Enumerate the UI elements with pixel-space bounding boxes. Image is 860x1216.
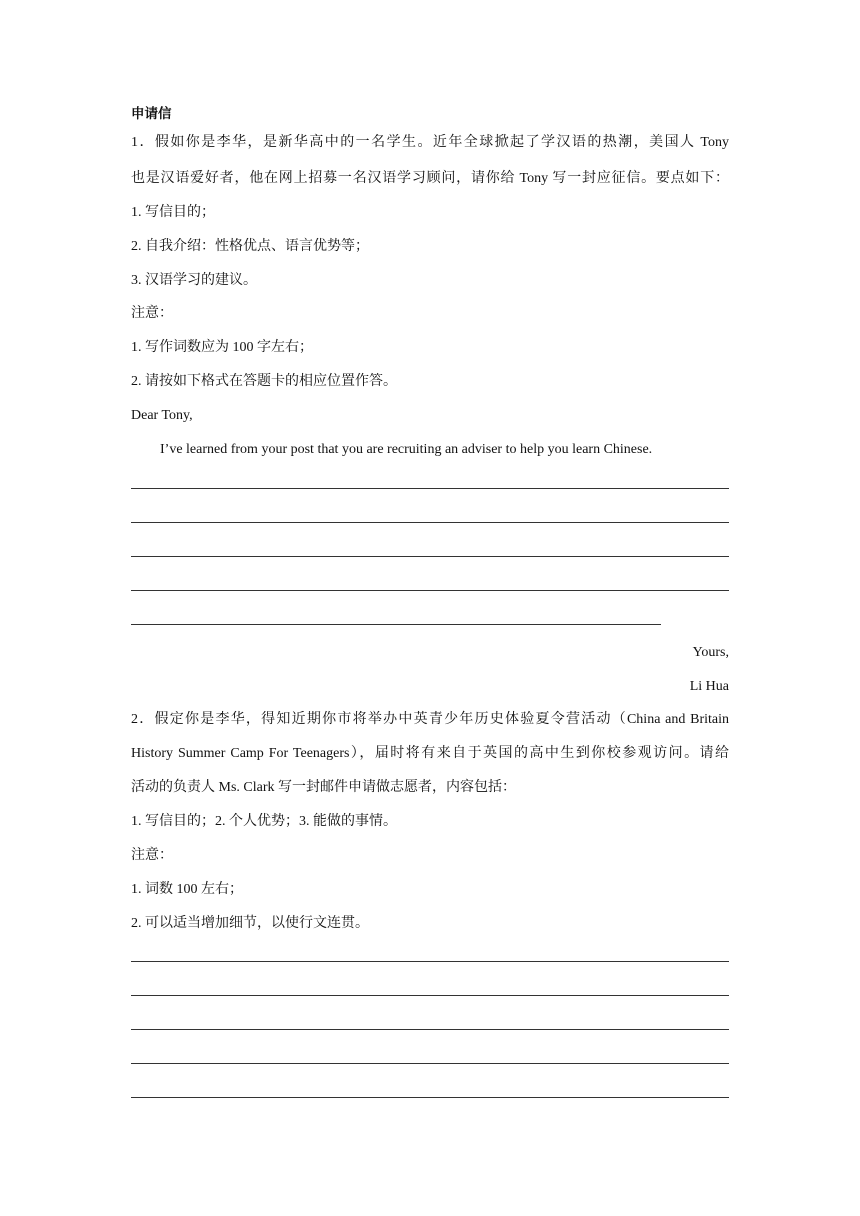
q2-prompt-line-2: History Summer Camp For Teenagers），届时将有来自于英国的高中生到你校参观访问。请给 [131, 746, 729, 761]
q1-closing: Yours, [692, 645, 729, 660]
answer-line [131, 624, 661, 625]
q1-prompt-line-1: 1．假如你是李华，是新华高中的一名学生。近年全球掀起了学汉语的热潮，美国人 Tony [131, 135, 729, 150]
q1-point-2: 2. 自我介绍：性格优点、语言优势等； [131, 239, 369, 254]
q2-prompt-line-1: 2．假定你是李华，得知近期你市将举办中英青少年历史体验夏令营活动（China and Britain [131, 712, 729, 727]
q1-greeting: Dear Tony, [131, 408, 193, 423]
page-title: 申请信 [131, 106, 172, 122]
answer-line [131, 961, 729, 962]
answer-line [131, 1063, 729, 1064]
q2-note-1: 1. 词数 100 左右； [131, 882, 243, 897]
q1-note-label: 注意： [131, 306, 173, 321]
q1-signature: Li Hua [689, 679, 729, 694]
q1-point-3: 3. 汉语学习的建议。 [131, 273, 257, 288]
answer-line [131, 556, 729, 557]
answer-line [131, 1097, 729, 1098]
answer-line [131, 488, 729, 489]
q2-note-label: 注意： [131, 848, 173, 863]
q2-prompt-line-3: 活动的负责人 Ms. Clark 写一封邮件申请做志愿者，内容包括： [131, 780, 516, 795]
answer-line [131, 995, 729, 996]
q1-opening-sentence: I’ve learned from your post that you are recruiting an adviser to help you learn Chinese. [160, 442, 653, 457]
q1-note-1: 1. 写作词数应为 100 字左右； [131, 340, 313, 355]
q1-prompt-line-2: 也是汉语爱好者，他在网上招募一名汉语学习顾问，请你给 Tony 写一封应征信。要点如下： [131, 171, 729, 186]
answer-line [131, 522, 729, 523]
answer-line [131, 590, 729, 591]
answer-line [131, 1029, 729, 1030]
q1-point-1: 1. 写信目的； [131, 205, 215, 220]
q2-note-2: 2. 可以适当增加细节，以使行文连贯。 [131, 916, 369, 931]
q1-note-2: 2. 请按如下格式在答题卡的相应位置作答。 [131, 374, 397, 389]
q2-points: 1. 写信目的；2. 个人优势；3. 能做的事情。 [131, 814, 397, 829]
